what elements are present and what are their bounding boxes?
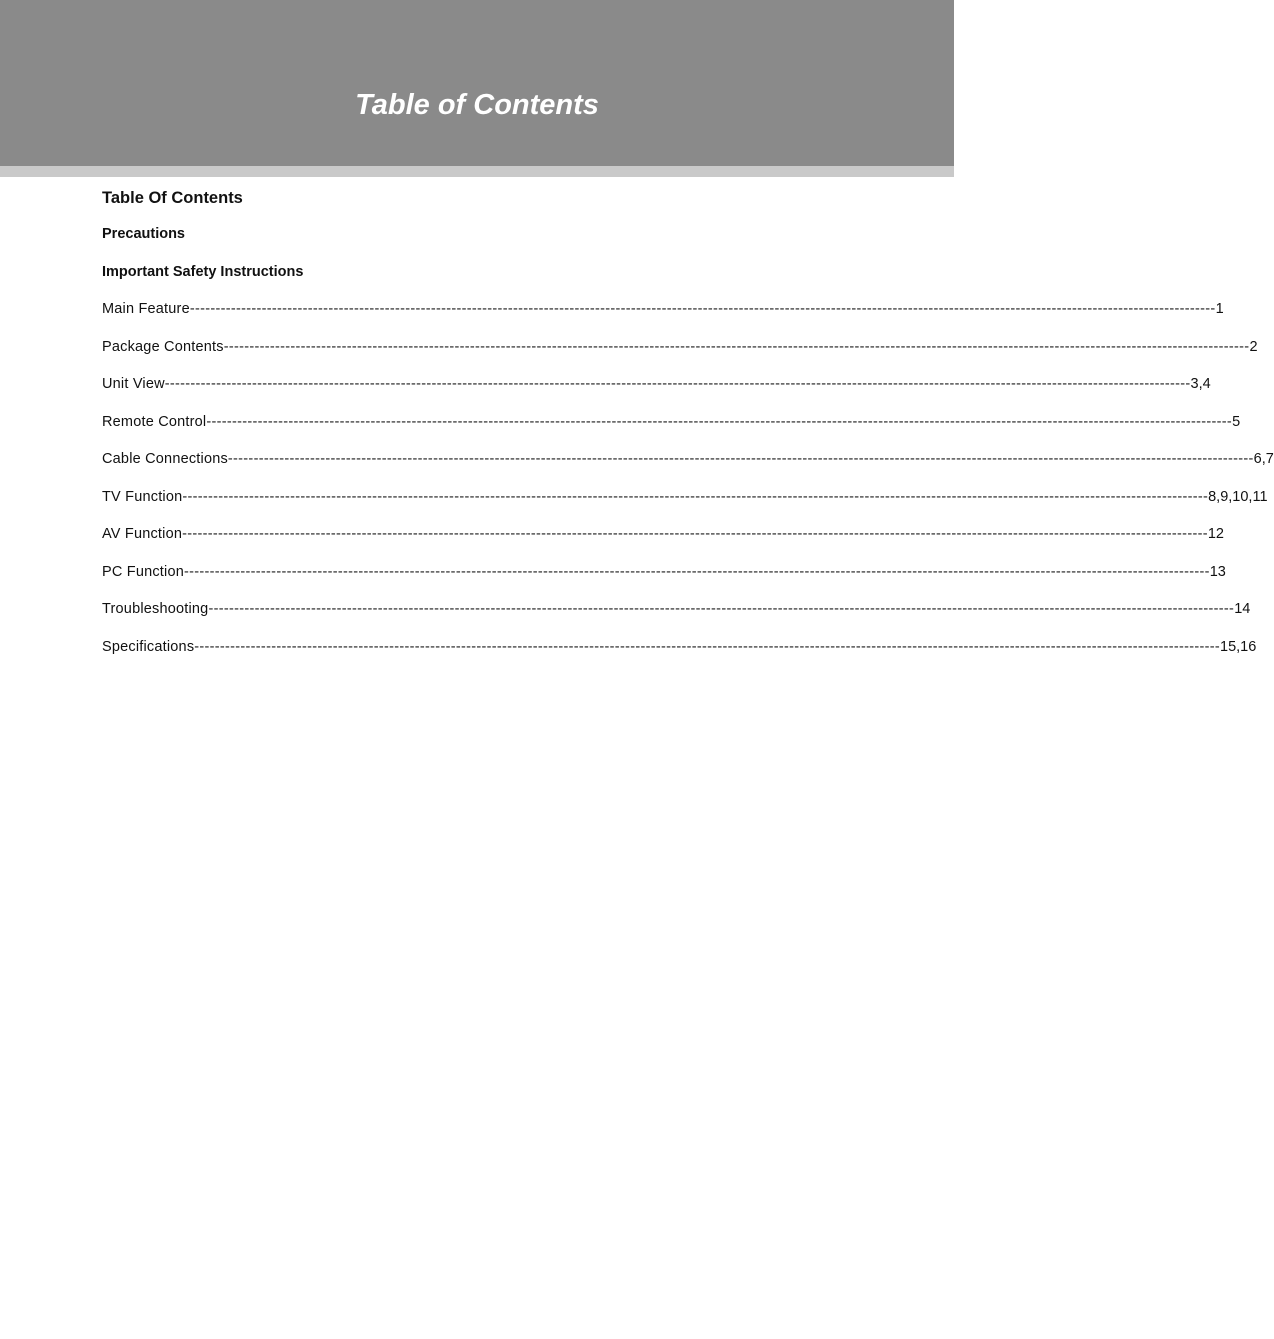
toc-entry-label: Specifications: [102, 638, 195, 655]
toc-entry[interactable]: [102, 524, 1224, 544]
page-title: Table of Contents: [355, 89, 599, 121]
toc-entry[interactable]: [102, 487, 1268, 507]
toc-entry-page: 14: [1234, 601, 1251, 617]
toc-entry-page: 3,4: [1190, 376, 1211, 392]
toc-section-safety-instructions: Important Safety Instructions: [102, 264, 304, 280]
toc-entry[interactable]: [102, 412, 1241, 432]
toc-entry-page: 8,9,10,11: [1208, 488, 1268, 505]
toc-entry-leader: --------------------------------------------------------------------------------------------------------------------------------------------------------------------------------------------------------: [223, 338, 1250, 355]
toc-entry-leader: --------------------------------------------------------------------------------------------------------------------------------------------------------------------------------------------------------: [189, 301, 1216, 317]
toc-entry-label: Remote Control: [102, 413, 207, 430]
toc-entry-label: Unit View: [102, 376, 165, 392]
toc-entry-leader: --------------------------------------------------------------------------------------------------------------------------------------------------------------------------------------------------------: [164, 376, 1191, 392]
toc-entry-page: 15,16: [1220, 638, 1257, 655]
toc-entry[interactable]: [102, 599, 1251, 619]
toc-entry[interactable]: [102, 637, 1257, 657]
toc-entry-page: 1: [1215, 301, 1224, 317]
toc-entry-leader: --------------------------------------------------------------------------------------------------------------------------------------------------------------------------------------------------------: [206, 413, 1233, 430]
header-band: [0, 0, 954, 166]
toc-entry-leader: --------------------------------------------------------------------------------------------------------------------------------------------------------------------------------------------------------: [184, 563, 1210, 580]
toc-entry-page: 12: [1207, 526, 1224, 542]
toc-entry-page: 6,7: [1253, 451, 1274, 467]
toc-entry-label: Troubleshooting: [102, 601, 209, 617]
toc-entry[interactable]: [102, 562, 1226, 582]
toc-entry-page: 2: [1249, 338, 1258, 355]
table-of-contents: [102, 186, 1274, 657]
toc-entry-label: TV Function: [102, 488, 183, 505]
toc-entry-label: Main Feature: [102, 301, 190, 317]
toc-heading: Table Of Contents: [102, 189, 243, 207]
toc-entry-leader: --------------------------------------------------------------------------------------------------------------------------------------------------------------------------------------------------------: [227, 451, 1254, 467]
toc-entry-label: PC Function: [102, 563, 184, 580]
toc-entry-label: AV Function: [102, 526, 183, 542]
toc-entry-leader: --------------------------------------------------------------------------------------------------------------------------------------------------------------------------------------------------------: [194, 638, 1220, 655]
toc-entry[interactable]: [102, 299, 1224, 319]
toc-entry[interactable]: [102, 374, 1211, 394]
toc-entry[interactable]: [102, 337, 1258, 357]
toc-entry-label: Cable Connections: [102, 451, 228, 467]
header-stripe: [0, 166, 954, 177]
toc-section-precautions: Precautions: [102, 226, 185, 242]
toc-entry-page: 13: [1209, 563, 1226, 580]
toc-entry-leader: --------------------------------------------------------------------------------------------------------------------------------------------------------------------------------------------------------: [182, 526, 1208, 542]
toc-entry[interactable]: [102, 449, 1274, 469]
toc-entry-leader: --------------------------------------------------------------------------------------------------------------------------------------------------------------------------------------------------------: [182, 488, 1209, 505]
toc-entry-list: [102, 299, 1274, 657]
toc-entry-page: 5: [1232, 413, 1241, 430]
toc-entry-label: Package Contents: [102, 338, 224, 355]
toc-entry-leader: --------------------------------------------------------------------------------------------------------------------------------------------------------------------------------------------------------: [208, 601, 1235, 617]
